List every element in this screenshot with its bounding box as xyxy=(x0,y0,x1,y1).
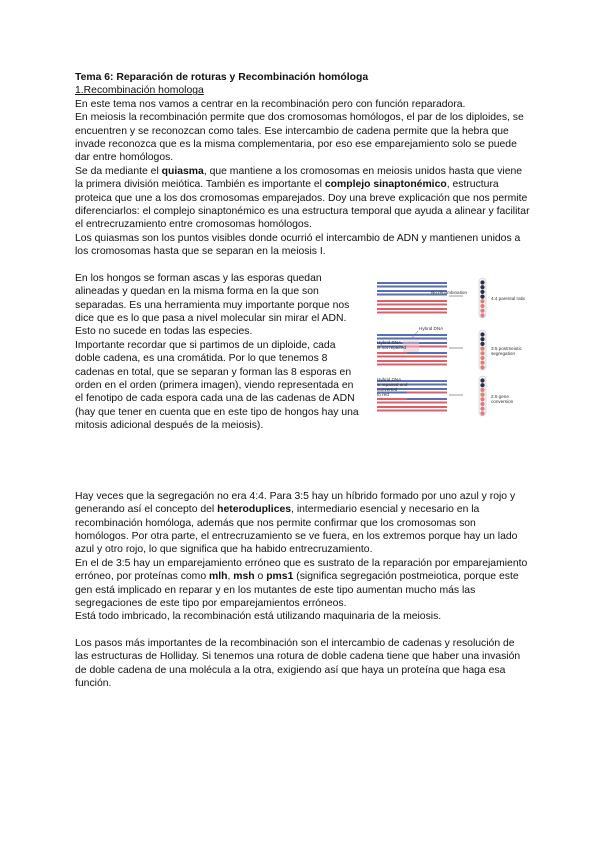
strand-blue xyxy=(407,398,447,400)
label-no-recombination: No recombination xyxy=(431,289,468,295)
term-quiasma: quiasma xyxy=(161,165,204,177)
text-span: En el de 3:5 hay un emparejamiento erróneo que es sustrato de la reparación por emparejamiento erróneo, por proteínas como xyxy=(75,557,528,583)
term-heteroduplices: heteroduplices xyxy=(217,504,292,516)
label-hybrid-dna: Hybrid DNA xyxy=(419,325,444,331)
heteroduplex-paragraph-3: Está todo imbricado, la recombinación está utilizando maquinaria de la meiosis. xyxy=(75,611,442,623)
heteroduplex-paragraph-1 xyxy=(75,490,530,557)
label-hybrid-not-repaired-1: Hybrid DNA xyxy=(377,339,402,345)
spore-dark xyxy=(480,383,484,387)
spore-red xyxy=(480,397,484,401)
strand-red xyxy=(377,355,447,357)
spore-red xyxy=(480,411,484,415)
text-span: (significa segregación postmeiotica, porque este gen está implicado en reparar y en los mutantes de este tipo aumentan mucho más las segregaciones de este tipo por emparejamientos erróneos. xyxy=(75,571,519,609)
fungi-text xyxy=(75,272,360,433)
spore-red xyxy=(480,360,484,364)
text-span: , que mantiene a los cromosomas en meiosis unidos hasta que viene la primera división meiótica. También es importante el xyxy=(75,165,523,191)
label-repaired-3: converted xyxy=(377,386,398,392)
heteroduplex-paragraph-2 xyxy=(75,557,530,611)
spore-red xyxy=(480,356,484,360)
strand-red xyxy=(407,391,447,393)
strand-red xyxy=(377,409,447,411)
spore-red xyxy=(480,313,484,317)
strand-red xyxy=(377,360,447,362)
text-span: , intermediario esencial y necesario en la recombinación homóloga, además que nos permite confirmar que los cromosomas son homólogos. Por otra parte, el entrecruzamiento se ve fuera, en los extremos porque hay un lado azul y otro rojo, lo que significa que ha habido entrecruzamiento. xyxy=(75,504,518,556)
spore-red xyxy=(480,351,484,355)
text-span: o xyxy=(254,571,267,583)
term-complejo-sinaptonemico: complejo sinaptonémico xyxy=(324,179,447,191)
label-repaired-4: to red xyxy=(377,391,389,397)
strand-red xyxy=(377,303,447,305)
label-hybrid-not-repaired-2: is not repaired xyxy=(377,344,407,350)
spore-red xyxy=(480,308,484,312)
spore-red xyxy=(480,365,484,369)
strand-blue xyxy=(377,334,447,336)
segregation-diagram xyxy=(375,276,525,446)
text-span: Hay veces que la segregación no era 4:4. Para 3:5 hay un híbrido formado por uno azul y rojo y generando así el concepto del xyxy=(75,490,516,516)
spore-red xyxy=(480,392,484,396)
label-ratio-35-1: 3:5 postmeiotic xyxy=(491,345,522,351)
term-mlh: mlh xyxy=(209,571,228,583)
label-ratio-35-2: segregation xyxy=(491,350,516,356)
spore-red xyxy=(480,402,484,406)
spore-red xyxy=(480,304,484,308)
spore-dark xyxy=(480,341,484,345)
spore-dark xyxy=(480,332,484,336)
row-hybrid-repaired xyxy=(377,376,514,416)
strand-blue xyxy=(377,285,447,287)
spore-red xyxy=(480,387,484,391)
section-heading: 1.Recombinación homologa xyxy=(75,85,204,97)
intro-paragraph-4: Los quiasmas son los puntos visibles donde ocurrió el intercambio de ADN y mantienen unidos a los cromosomas hasta que se separan en la meiosis I. xyxy=(75,232,521,258)
spore-dark xyxy=(480,294,484,298)
text-span: Se da mediante el xyxy=(75,165,162,177)
spore-dark xyxy=(480,378,484,382)
term-pms1: pms1 xyxy=(266,571,294,583)
holliday-paragraph: Los pasos más importantes de la recombinación son el intercambio de cadenas y resolución de las estructuras de Holliday. Si tenemos una rotura de doble cadena tiene que haber una invasión de doble cadena de una molécula a la otra, exigiendo así que haya un proteína que haga esa función. xyxy=(75,637,521,689)
strand-red xyxy=(377,406,447,408)
spore-red xyxy=(480,346,484,350)
label-ratio-26-1: 2:6 gene xyxy=(491,393,509,399)
strand-blue xyxy=(407,352,447,354)
strand-red xyxy=(377,311,447,313)
spore-dark xyxy=(480,337,484,341)
label-repaired-2: is repaired and xyxy=(377,381,408,387)
document-page xyxy=(75,71,530,690)
intro-paragraph-1: En este tema nos vamos a centrar en la recombinación pero con función reparadora. xyxy=(75,98,466,110)
strand-red xyxy=(377,401,447,403)
intro-paragraph-2: En meiosis la recombinación permite que dos cromosomas homólogos, el par de los diploides, se encuentren y se reconozcan como tales. Ese intercambio de cadena permite que la hebra que invade reconozca que es la misma complementaria, por eso ese emparejamiento solo se puede dar entre homólogos. xyxy=(75,112,524,164)
spacer xyxy=(75,259,530,272)
spore-red xyxy=(480,406,484,410)
strand-red xyxy=(377,363,447,365)
text-span: , xyxy=(227,571,234,583)
intro-paragraph-3 xyxy=(75,165,530,232)
spore-dark xyxy=(480,280,484,284)
row-hybrid-not-repaired xyxy=(377,326,523,370)
strand-red xyxy=(377,352,407,354)
term-msh: msh xyxy=(233,571,255,583)
label-ratio-44: 4:4 parental ratio xyxy=(491,295,525,301)
fungi-paragraph-1: En los hongos se forman ascas y las esporas quedan alineadas y quedan en la misma forma en la que son separadas. Es una herramienta muy importante porque nos dice que es lo que pasa a nivel molecular sin mirar el ADN. Esto no sucede en todas las especies. xyxy=(75,272,350,338)
spore-dark xyxy=(480,289,484,293)
fungi-paragraph-2: Importante recordar que si partimos de un diploide, cada doble cadena, es una cromátida. Por lo que tenemos 8 cadenas en total, que se separan y forman las 8 esporas en orden en el orden (primera imagen), viendo representada en el fenotipo de cada espora cada una de las cadenas de ADN (hay que tener en cuenta que en este tipo de hongos hay una mitosis adicional después de la meiosis). xyxy=(75,339,359,432)
label-repaired-1: Hybrid DNA xyxy=(377,376,402,382)
strand-blue xyxy=(377,282,447,284)
segregation-figure xyxy=(375,276,525,446)
strand-red xyxy=(377,300,447,302)
page-title: Tema 6: Reparación de roturas y Recombinación homóloga xyxy=(75,72,369,83)
text-span: , estructura proteica que une a los dos cromosomas emparejados. Doy una breve explicación que nos permite diferenciarlos: el complejo sinaptonémico es una estructura temporal que ayuda a alinear y facilitar el entrecruzamiento entre cromosomas homólogos. xyxy=(75,179,530,231)
strand-red xyxy=(377,308,447,310)
fungi-section xyxy=(75,272,530,490)
spacer xyxy=(75,624,530,637)
strand-red xyxy=(377,398,407,400)
spore-dark xyxy=(480,285,484,289)
spore-red xyxy=(480,299,484,303)
label-ratio-26-2: conversion xyxy=(491,398,514,404)
row-no-recombination xyxy=(377,278,525,318)
